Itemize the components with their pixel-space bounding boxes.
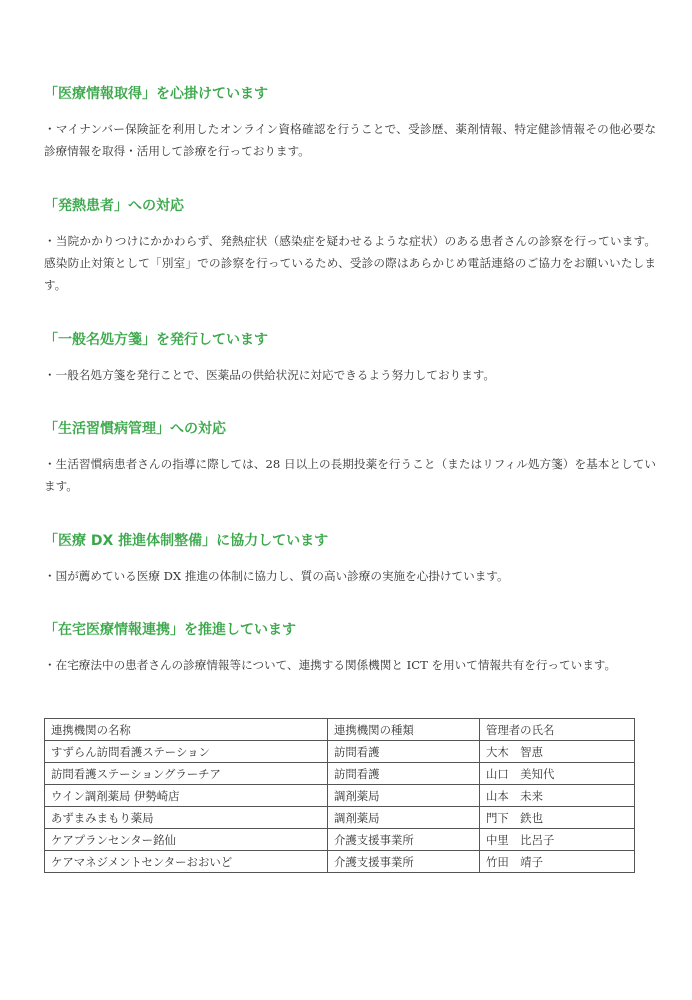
section-body: ・当院かかりつけにかかわらず、発熱症状（感染症を疑わせるような症状）のある患者さんの診察を行っています。感染防止対策として「別室」での診察を行っているため、受診の際はあらかじめ電話連絡のご協力をお願いいたします。 <box>44 234 656 292</box>
manager-name-cell: 竹田 靖子 <box>480 851 635 873</box>
section-body: ・一般名処方箋を発行ことで、医薬品の供給状況に対応できるよう努力しております。 <box>44 368 495 382</box>
table-row <box>45 763 635 785</box>
manager-name-cell: 山口 美知代 <box>480 763 635 785</box>
institution-type-cell: 訪問看護 <box>328 763 480 785</box>
section-heading: 「一般名処方箋」を発行しています <box>44 332 268 348</box>
section-lifestyle-disease <box>44 419 656 497</box>
institution-name-cell: ケアプランセンター銘仙 <box>45 829 328 851</box>
institution-type-cell: 調剤薬局 <box>328 807 480 829</box>
section-generic-prescription <box>44 330 656 386</box>
institution-name-cell: ケアマネジメントセンターおおいど <box>45 851 328 873</box>
table-row <box>45 785 635 807</box>
section-heading: 「生活習慣病管理」への対応 <box>44 421 226 437</box>
institution-type-cell: 介護支援事業所 <box>328 829 480 851</box>
header-institution-type: 連携機関の種類 <box>328 719 480 741</box>
section-body: ・在宅療法中の患者さんの診療情報等について、連携する関係機関と ICT を用いて情報共有を行っています。 <box>44 658 617 672</box>
section-medical-dx <box>44 531 656 587</box>
header-institution-name: 連携機関の名称 <box>45 719 328 741</box>
manager-name-cell: 中里 比呂子 <box>480 829 635 851</box>
manager-name-cell: 山本 未来 <box>480 785 635 807</box>
manager-name-cell: 門下 鉄也 <box>480 807 635 829</box>
section-fever-patients <box>44 196 656 296</box>
institution-type-cell: 調剤薬局 <box>328 785 480 807</box>
section-home-care-link <box>44 620 656 676</box>
partner-institutions-table <box>44 718 635 873</box>
section-body: ・国が薦めている医療 DX 推進の体制に協力し、質の高い診療の実施を心掛けています。 <box>44 569 509 583</box>
section-body: ・生活習慣病患者さんの指導に際しては、28 日以上の長期投薬を行うこと（またはリフィル処方箋）を基本としています。 <box>44 457 656 493</box>
manager-name-cell: 大木 智恵 <box>480 741 635 763</box>
section-heading: 「在宅医療情報連携」を推進しています <box>44 622 296 638</box>
institution-name-cell: ウイン調剤薬局 伊勢崎店 <box>45 785 328 807</box>
table-row <box>45 741 635 763</box>
section-heading: 「医療 DX 推進体制整備」に協力しています <box>44 533 329 549</box>
header-manager-name: 管理者の氏名 <box>480 719 635 741</box>
section-medical-info <box>44 84 656 162</box>
section-heading: 「発熱患者」への対応 <box>44 198 184 214</box>
table-row <box>45 829 635 851</box>
section-body: ・マイナンバー保険証を利用したオンライン資格確認を行うことで、受診歴、薬剤情報、特定健診情報その他必要な診療情報を取得・活用して診療を行っております。 <box>44 122 656 158</box>
table-row <box>45 851 635 873</box>
institution-name-cell: あずまみまもり薬局 <box>45 807 328 829</box>
institution-type-cell: 介護支援事業所 <box>328 851 480 873</box>
institution-type-cell: 訪問看護 <box>328 741 480 763</box>
section-heading: 「医療情報取得」を心掛けています <box>44 86 268 102</box>
partner-institutions-table-wrap <box>44 718 634 873</box>
table-row <box>45 807 635 829</box>
institution-name-cell: 訪問看護ステーショングラーチア <box>45 763 328 785</box>
institution-name-cell: すずらん訪問看護ステーション <box>45 741 328 763</box>
table-header-row <box>45 719 635 741</box>
